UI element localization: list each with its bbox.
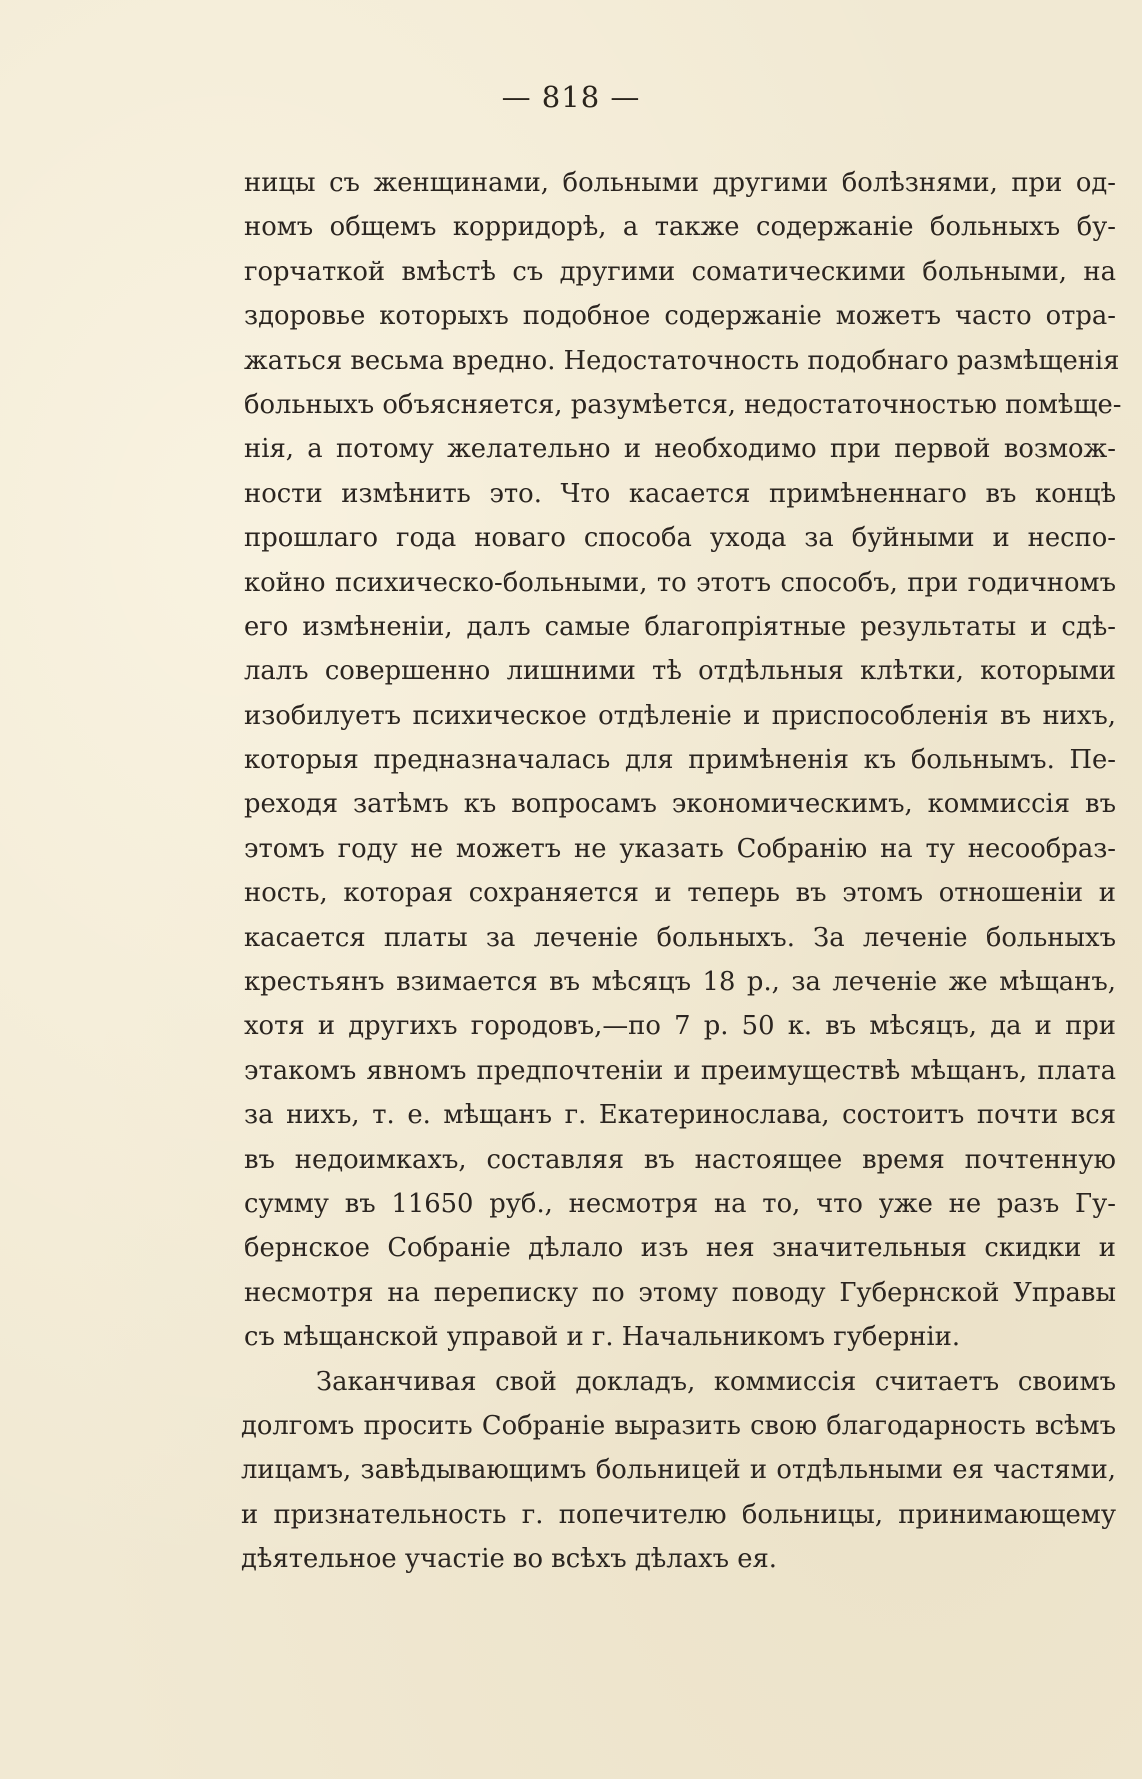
text-line: горчаткой вмѣстѣ съ другими соматическими больными, на <box>244 256 1116 287</box>
text-line: которыя предназначалась для примѣненія къ больнымъ. Пе- <box>244 745 1116 776</box>
text-line: нія, а потому желательно и необходимо при первой возмож- <box>244 434 1116 465</box>
text-line: и признательность г. попечителю больницы, принимающему <box>241 1499 1116 1530</box>
text-line: крестьянъ взимается въ мѣсяцъ 18 р., за леченіе же мѣщанъ, <box>244 967 1116 998</box>
paragraph-2 <box>241 1360 1116 1582</box>
text-line: ность, которая сохраняется и теперь въ этомъ отношеніи и <box>244 878 1116 909</box>
paragraph-1 <box>244 161 1122 1360</box>
text-line: за нихъ, т. е. мѣщанъ г. Екатеринослава, состоитъ почти вся <box>244 1100 1116 1131</box>
text-line: прошлаго года новаго способа ухода за буйными и неспо- <box>244 523 1116 554</box>
text-line: этомъ году не можетъ не указать Собранію на ту несообраз- <box>244 833 1116 864</box>
text-line: съ мѣщанской управой и г. Начальникомъ губерніи. <box>244 1322 961 1353</box>
text-line: въ недоимкахъ, составляя въ настоящее время почтенную <box>244 1144 1116 1175</box>
text-line: реходя затѣмъ къ вопросамъ экономическимъ, коммиссія въ <box>244 789 1116 820</box>
text-line: здоровье которыхъ подобное содержаніе можетъ часто отра- <box>244 301 1116 332</box>
text-line: жаться весьма вредно. Недостаточность подобнаго размѣщенія <box>244 345 1120 376</box>
text-line: сумму въ 11650 руб., несмотря на то, что уже не разъ Гу- <box>244 1188 1116 1219</box>
text-line: ницы съ женщинами, больными другими болѣзнями, при од- <box>244 168 1116 198</box>
text-line: дѣятельное участіе во всѣхъ дѣлахъ ея. <box>241 1544 777 1575</box>
text-line: его измѣненіи, далъ самые благопріятные результаты и сдѣ- <box>244 611 1116 642</box>
text-line: долгомъ просить Собраніе выразить свою благодарность всѣмъ <box>241 1410 1116 1441</box>
page-number: — 818 — <box>501 80 641 114</box>
text-line: касается платы за леченіе больныхъ. За леченіе больныхъ <box>244 922 1116 953</box>
text-line: бернское Собраніе дѣлало изъ нея значительныя скидки и <box>244 1233 1116 1264</box>
text-line: несмотря на переписку по этому поводу Губернской Управы <box>244 1277 1116 1308</box>
text-line: лицамъ, завѣдывающимъ больницей и отдѣльными ея частями, <box>241 1455 1116 1486</box>
text-line: изобилуетъ психическое отдѣленіе и приспособленія въ нихъ, <box>244 700 1116 731</box>
text-line: этакомъ явномъ предпочтеніи и преимуществѣ мѣщанъ, плата <box>244 1055 1116 1086</box>
text-line: ности измѣнить это. Что касается примѣненнаго въ концѣ <box>244 478 1116 509</box>
text-line: хотя и другихъ городовъ,—по 7 р. 50 к. въ мѣсяцъ, да и при <box>244 1011 1116 1042</box>
text-line: номъ общемъ корридорѣ, а также содержаніе больныхъ бу- <box>244 212 1116 243</box>
text-line: лалъ совершенно лишними тѣ отдѣльныя клѣтки, которыми <box>244 656 1116 687</box>
body-text <box>241 161 1122 1582</box>
text-line: больныхъ объясняется, разумѣется, недостаточностью помѣще- <box>244 389 1122 420</box>
text-line: Заканчивая свой докладъ, коммиссія считаетъ своимъ <box>316 1366 1116 1397</box>
text-line: койно психическо-больными, то этотъ способъ, при годичномъ <box>244 567 1116 598</box>
